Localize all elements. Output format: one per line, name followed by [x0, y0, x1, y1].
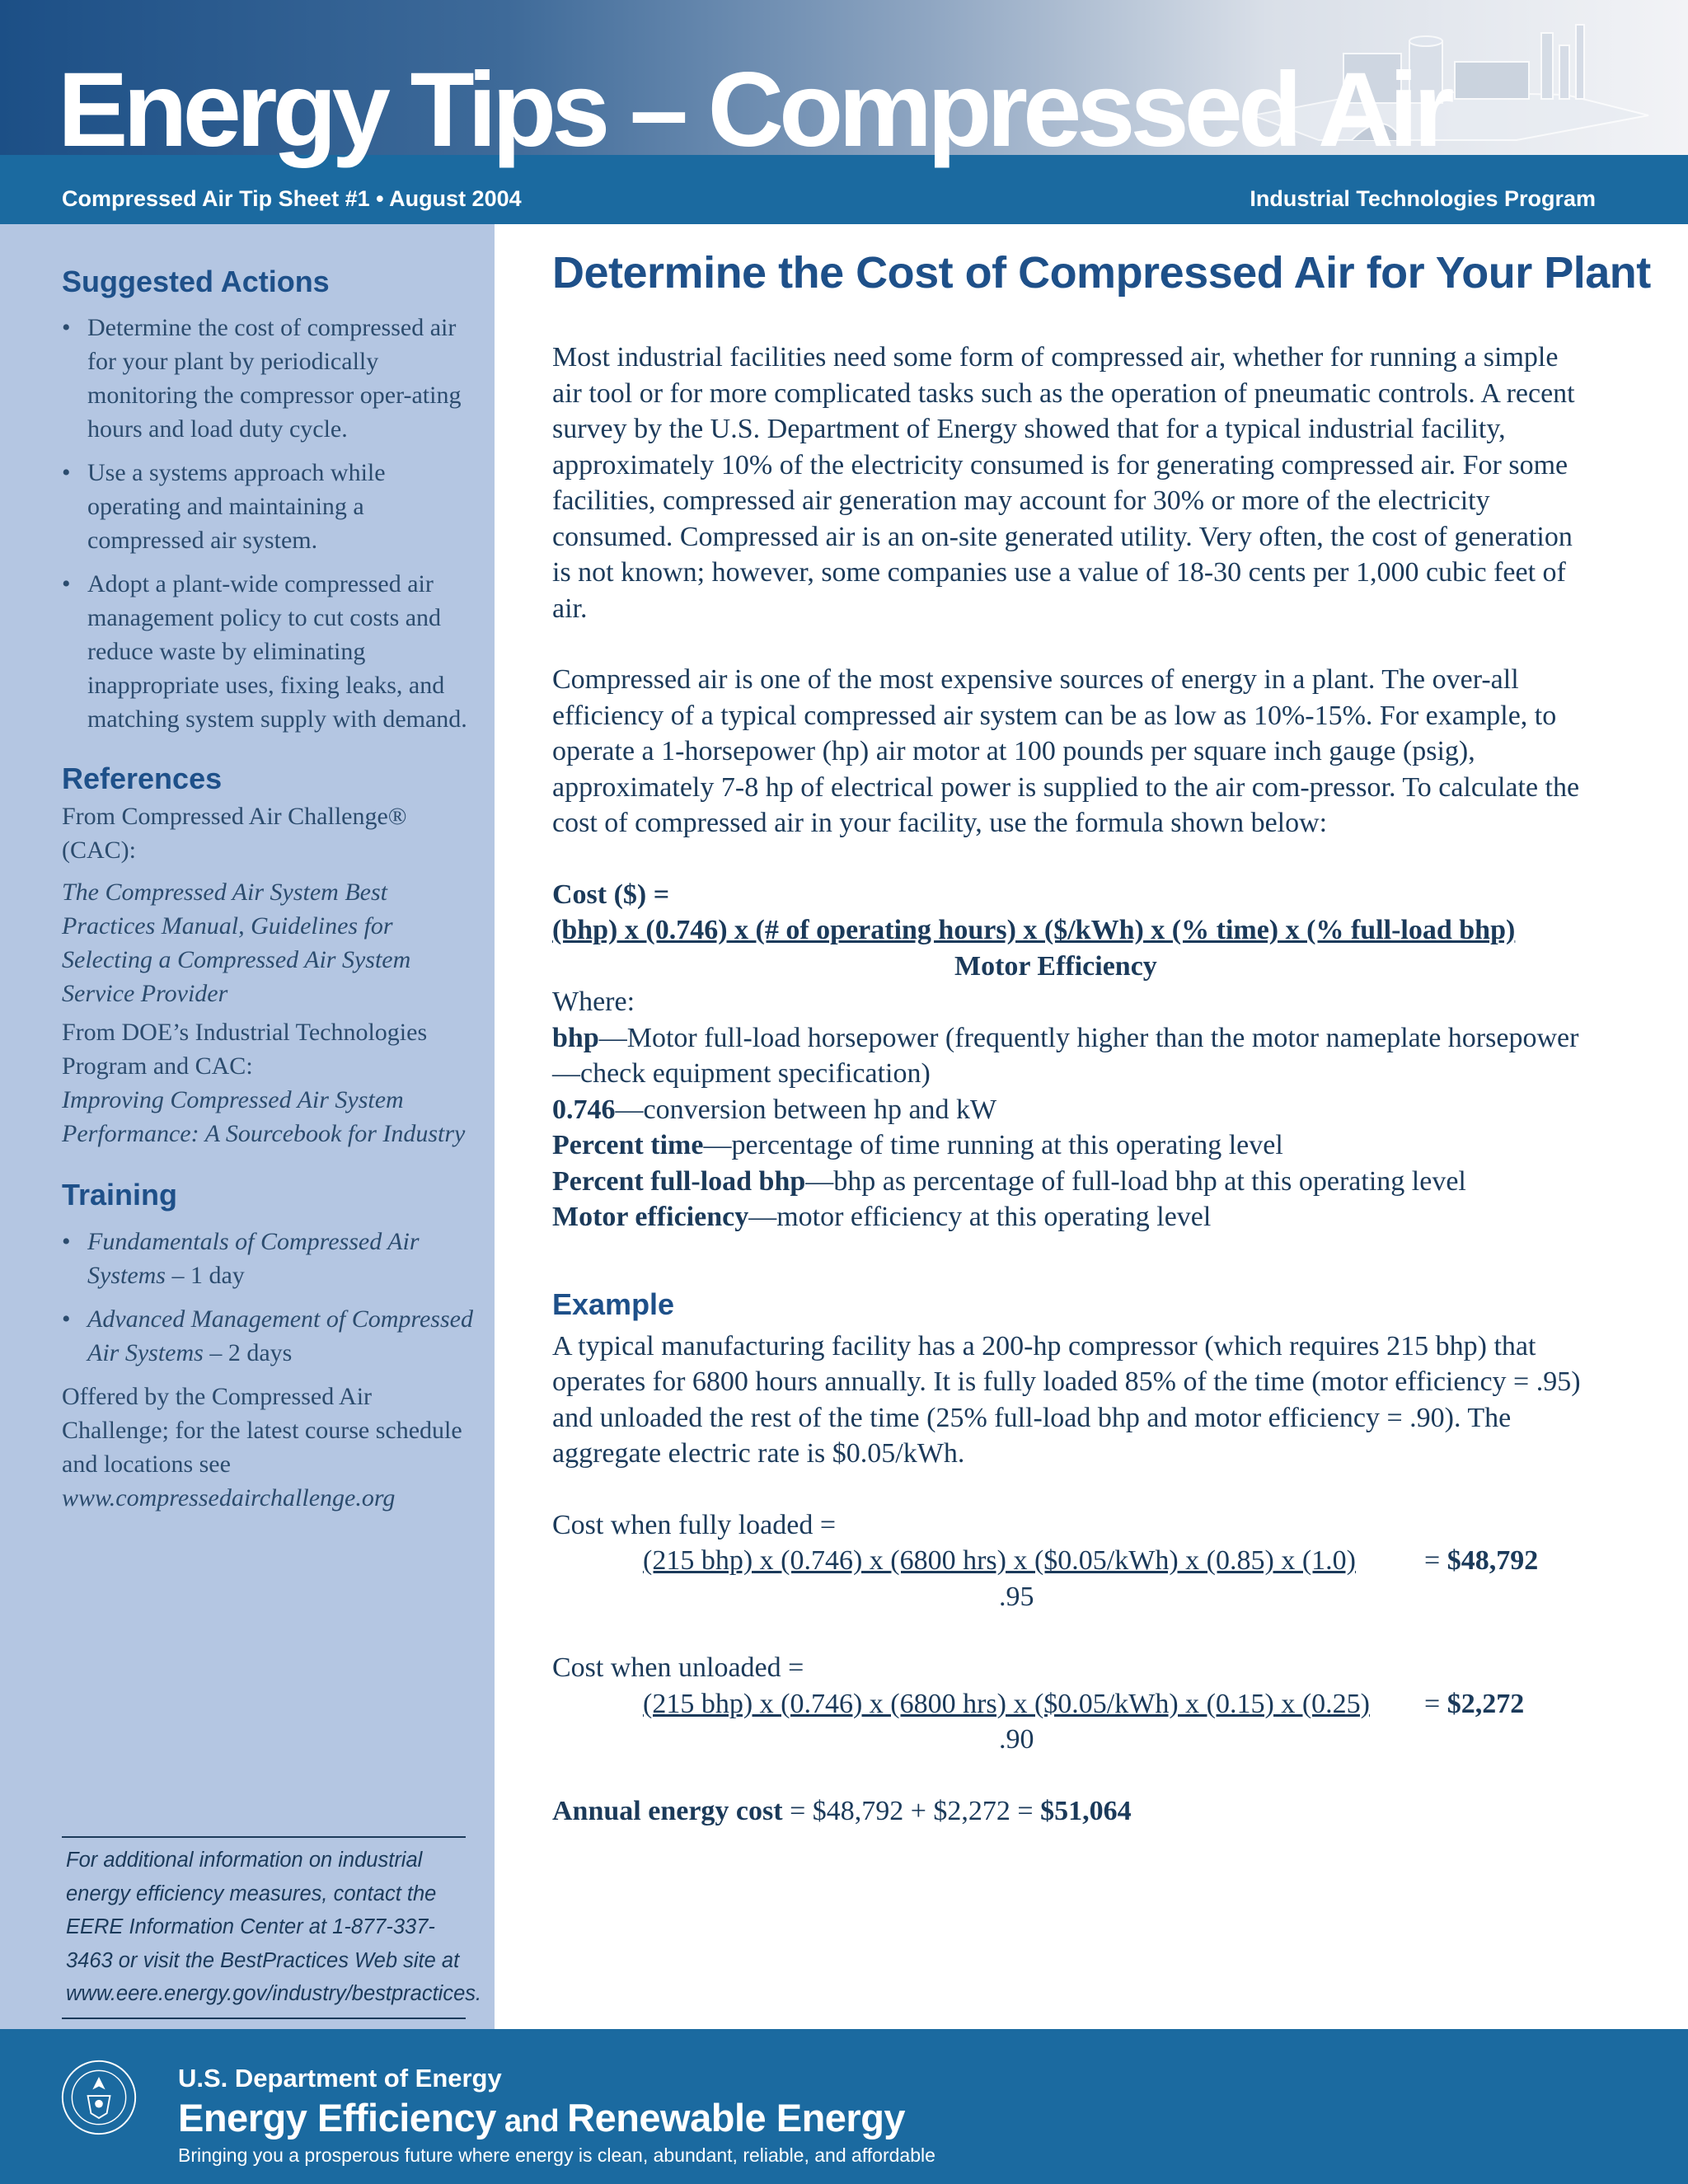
calc-expression: (215 bhp) x (0.746) x (6800 hrs) x ($0.05/kWh) x (0.85) x (1.0) — [643, 1545, 1356, 1577]
main-content — [552, 247, 1651, 1829]
reference-title: The Compressed Air System Best Practices Manual, Guidelines for Selecting a Compressed Air System Service Provider — [62, 879, 411, 1008]
definition-item — [552, 1020, 1582, 1092]
calc-value: $2,272 — [1447, 1688, 1525, 1719]
program-label: Industrial Technologies Program — [1250, 186, 1596, 211]
training-list — [62, 1225, 482, 1370]
calc-denominator: .90 — [999, 1724, 1034, 1755]
definition-text: —Motor full-load horsepower (frequently higher than the motor nameplate horsepower—check equipment specification) — [552, 1022, 1579, 1090]
header-title: Energy Tips – Compressed Air — [58, 51, 1450, 169]
definition-text: —bhp as percentage of full-load bhp at this operating level — [805, 1165, 1466, 1197]
list-item: • Use a systems approach while operating and maintaining a compressed air system. — [62, 456, 482, 557]
annual-label: Annual energy cost — [552, 1795, 783, 1826]
calc-label: Cost when fully loaded = — [552, 1509, 837, 1540]
calc-result — [1424, 1543, 1538, 1579]
reference-title: Improving Compressed Air System Performance: A Sourcebook for Industry — [62, 1086, 466, 1148]
list-item — [62, 1302, 482, 1370]
tip-sheet-label: Compressed Air Tip Sheet #1 • August 2004 — [62, 186, 522, 211]
calc-value: $48,792 — [1447, 1545, 1539, 1577]
definition-term: Percent full-load bhp — [552, 1165, 806, 1197]
annual-cost — [552, 1793, 1582, 1830]
formula-where: Where: — [552, 987, 635, 1018]
calc-denominator-row — [552, 1579, 1582, 1615]
calc-label: Cost when unloaded = — [552, 1652, 804, 1684]
doe-seal-icon — [59, 2058, 138, 2137]
office-and: and — [495, 2104, 568, 2139]
course-title: Advanced Management of Compressed Air Systems — [87, 1305, 473, 1366]
formula-denominator: Motor Efficiency — [954, 950, 1157, 982]
definition-item — [552, 1199, 1582, 1235]
reference-source: From Compressed Air Challenge® (CAC): — [62, 803, 407, 865]
footer — [0, 2029, 1688, 2184]
calc-fully-loaded — [552, 1507, 1582, 1615]
definition-term: Percent time — [552, 1130, 704, 1161]
training-note: Offered by the Compressed Air Challenge; for the latest course schedule and locations see — [62, 1382, 462, 1478]
footer-department: U.S. Department of Energy — [178, 2064, 502, 2093]
annual-expression: = $48,792 + $2,272 = — [782, 1795, 1041, 1826]
calc-result — [1424, 1686, 1524, 1722]
footer-office — [178, 2095, 905, 2140]
calc-row — [552, 1686, 1582, 1722]
example-heading: Example — [552, 1286, 675, 1321]
divider-bottom — [62, 2018, 466, 2019]
formula-numerator: (bhp) x (0.746) x (# of operating hours) x ($/kWh) x (% time) x (% full-load bhp) — [552, 915, 1516, 946]
page-title: Determine the Cost of Compressed Air for Your Plant — [552, 248, 1651, 298]
definition-item — [552, 1092, 1582, 1128]
sidebar — [0, 224, 495, 2029]
office-part: Renewable Energy — [567, 2096, 906, 2139]
cost-formula — [552, 877, 1582, 1020]
reference-source: From DOE’s Industrial Technologies Program and CAC: — [62, 1019, 428, 1080]
annual-value: $51,064 — [1040, 1795, 1132, 1826]
list-item — [62, 1225, 482, 1292]
equals-sign: = — [1424, 1545, 1447, 1577]
definition-term: Motor efficiency — [552, 1202, 749, 1233]
definition-item — [552, 1164, 1582, 1200]
suggested-actions-heading: Suggested Actions — [62, 265, 330, 298]
references-heading: References — [62, 762, 223, 796]
course-duration: – 1 day — [165, 1261, 245, 1289]
example-paragraph: A typical manufacturing facility has a 200-hp compressor (which requires 215 bhp) that operates for 6800 hours annually. It is fully loaded 85% of the time (motor efficiency = .95) and unloaded the rest of the time (25% full-load bhp and motor efficiency = .90). The aggregate electric rate is $0.05/kWh. — [552, 1330, 1581, 1469]
efficiency-paragraph: Compressed air is one of the most expensive sources of energy in a plant. The over-all efficiency of a typical compressed air system can be as low as 10%-15%. For example, to operate a 1-horsepower (hp) air motor at 100 pounds per square inch gauge (psig), approximately 7-8 hp of electrical power is supplied to the air com-pressor. To calculate the cost of compressed air in your facility, use the formula shown below: — [552, 664, 1580, 839]
definition-text: —percentage of time running at this operating level — [703, 1130, 1283, 1161]
office-part: Energy Efficiency — [178, 2096, 496, 2139]
definition-text: —conversion between hp and kW — [615, 1094, 997, 1125]
footer-tagline: Bringing you a prosperous future where energy is clean, abundant, reliable, and affordable — [178, 2144, 935, 2166]
course-title: Fundamentals of Compressed Air Systems — [87, 1227, 420, 1289]
definitions-list — [552, 1020, 1582, 1235]
course-duration: – 2 days — [203, 1338, 293, 1366]
divider-top — [62, 1836, 466, 1838]
list-item: • Adopt a plant-wide compressed air management policy to cut costs and reduce waste by eliminating inappropriate uses, fixing leaks, and matching system supply with demand. — [62, 567, 482, 736]
header-banner — [0, 0, 1688, 224]
calc-denominator: .95 — [999, 1581, 1034, 1612]
list-item: • Determine the cost of compressed air for your plant by periodically monitoring the compressor oper-ating hours and load duty cycle. — [62, 311, 482, 446]
sidebar-content — [62, 264, 482, 1515]
formula-label: Cost ($) = — [552, 879, 670, 910]
training-url[interactable]: www.compressedairchallenge.org — [62, 1483, 396, 1511]
definition-text: —motor efficiency at this operating level — [748, 1202, 1212, 1233]
calc-row — [552, 1543, 1582, 1579]
definition-term: bhp — [552, 1022, 599, 1053]
definition-item — [552, 1127, 1582, 1164]
contact-note: For additional information on industrial energy efficiency measures, contact the EERE Information Center at 1-877-337-3463 or visit the BestPractices Web site at www.eere.energy.gov/industry/bestpractices. — [66, 1849, 482, 2005]
suggested-actions-list — [62, 311, 482, 736]
calc-unloaded — [552, 1650, 1582, 1758]
calc-expression: (215 bhp) x (0.746) x (6800 hrs) x ($0.05/kWh) x (0.15) x (0.25) — [643, 1688, 1370, 1719]
equals-sign: = — [1424, 1688, 1447, 1719]
intro-paragraph: Most industrial facilities need some form of compressed air, whether for running a simple air tool or for more complicated tasks such as the operation of pneumatic controls. A recent survey by the U.S. Department of Energy showed that for a typical industrial facility, approximately 10% of the electricity consumed is for generating compressed air. For some facilities, compressed air generation may account for 30% or more of the electricity consumed. Compressed air is an on-site generated utility. Very often, the cost of generation is not known; however, some companies use a value of 18-30 cents per 1,000 cubic feet of air. — [552, 342, 1575, 624]
calc-denominator-row — [552, 1722, 1582, 1758]
definition-term: 0.746 — [552, 1094, 616, 1125]
training-heading: Training — [62, 1178, 178, 1212]
